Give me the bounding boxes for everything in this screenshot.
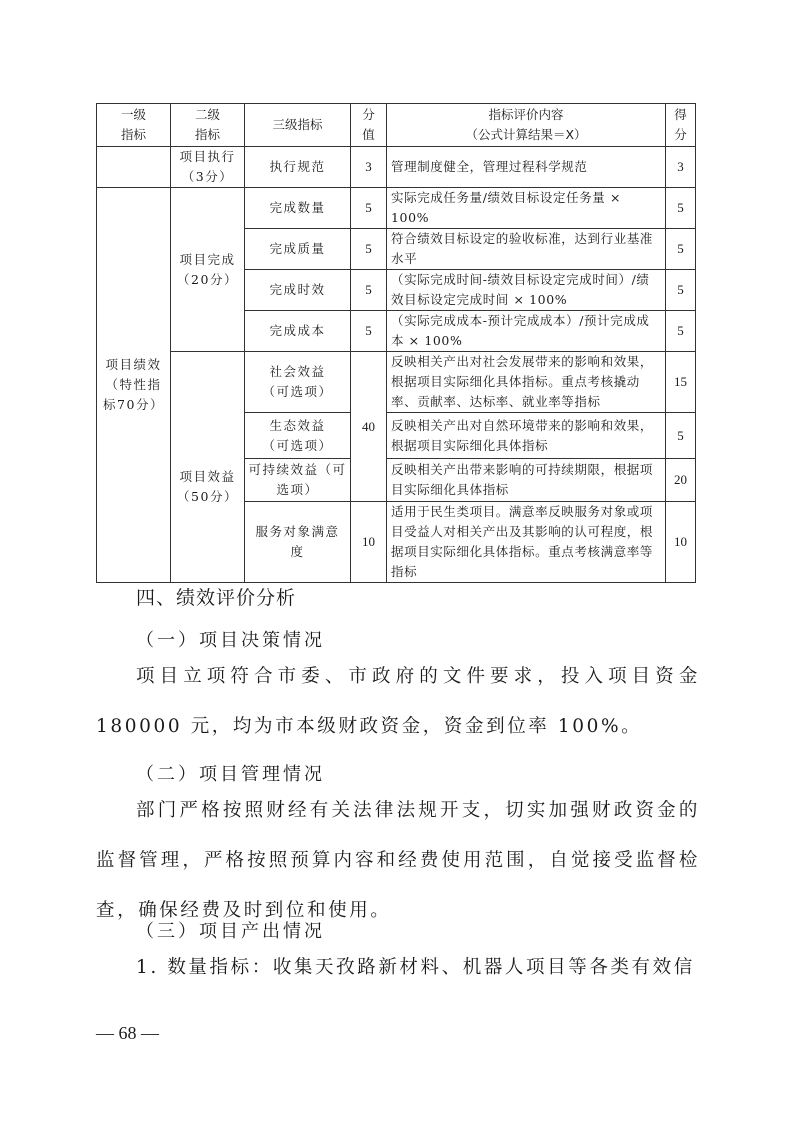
cell-score: 10 [666, 502, 696, 583]
cell-score: 5 [666, 311, 696, 352]
cell-value: 5 [351, 270, 387, 311]
cell-value: 5 [351, 311, 387, 352]
cell-score: 5 [666, 270, 696, 311]
cell-value: 10 [351, 502, 387, 583]
cell-content: 反映相关产出对自然环境带来的影响和效果，根据项目实际细化具体指标 [387, 413, 666, 459]
cell-content: 反映相关产出带来影响的可持续期限，根据项目实际细化具体指标 [387, 459, 666, 502]
paragraph-decision: 项目立项符合市委、市政府的文件要求，投入项目资金 180000 元，均为市本级财政资金，资金到位率 100%。 [96, 666, 700, 737]
header-level1: 一级 指标 [97, 104, 171, 147]
cell-level3: 服务对象满意度 [245, 502, 351, 583]
cell-level2: 项目执行 （3分） [171, 147, 245, 188]
cell-level3: 可持续效益（可选项） [245, 459, 351, 502]
cell-level3: 完成成本 [245, 311, 351, 352]
header-content: 指标评价内容 （公式计算结果＝X） [387, 104, 666, 147]
subsection-heading-decision: （一）项目决策情况 [136, 630, 325, 651]
table-row [97, 147, 696, 188]
cell-score: 20 [666, 459, 696, 502]
performance-indicator-table [96, 103, 696, 583]
header-score-value: 分 值 [351, 104, 387, 147]
cell-score: 15 [666, 352, 696, 413]
cell-level1 [97, 147, 171, 188]
cell-value: 5 [351, 229, 387, 270]
cell-value: 40 [351, 352, 387, 502]
cell-content: 适用于民生类项目。满意率反映服务对象或项目受益人对相关产出及其影响的认可程度，根据项目实际细化具体指标。重点考核满意率等指标 [387, 502, 666, 583]
cell-content: 符合绩效目标设定的验收标准，达到行业基准水平 [387, 229, 666, 270]
cell-score: 5 [666, 413, 696, 459]
cell-value: 5 [351, 188, 387, 229]
cell-content: （实际完成成本-预计完成成本）/预计完成成本 × 100% [387, 311, 666, 352]
subsection-heading-output: （三）项目产出情况 [136, 921, 325, 942]
table-row [97, 188, 696, 229]
section-heading: 四、绩效评价分析 [136, 587, 297, 609]
page-number: — 68 — [96, 1023, 159, 1043]
cell-level2: 项目效益 （50分） [171, 352, 245, 583]
cell-level3: 完成时效 [245, 270, 351, 311]
cell-score: 5 [666, 188, 696, 229]
paragraph-management: 部门严格按照财经有关法律法规开支，切实加强财政资金的监督管理，严格按照预算内容和经费使用范围，自觉接受监督检查，确保经费及时到位和使用。 [96, 800, 700, 921]
cell-content: 管理制度健全，管理过程科学规范 [387, 147, 666, 188]
cell-level3: 完成质量 [245, 229, 351, 270]
cell-level3: 完成数量 [245, 188, 351, 229]
cell-level2: 项目完成 （20分） [171, 188, 245, 352]
header-level2: 二级 指标 [171, 104, 245, 147]
header-score: 得 分 [666, 104, 696, 147]
subsection-heading-management: （二）项目管理情况 [136, 764, 325, 785]
cell-level3: 生态效益 （可选项） [245, 413, 351, 459]
header-level3: 三级指标 [245, 104, 351, 147]
cell-level1: 项目绩效 （特性指 标70分） [97, 188, 171, 583]
table-header-row [97, 104, 696, 147]
cell-content: 反映相关产出对社会发展带来的影响和效果，根据项目实际细化具体指标。重点考核撬动率、贡献率、达标率、就业率等指标 [387, 352, 666, 413]
cell-value: 3 [351, 147, 387, 188]
cell-content: （实际完成时间-绩效目标设定完成时间）/绩效目标设定完成时间 × 100% [387, 270, 666, 311]
cell-level3: 社会效益 （可选项） [245, 352, 351, 413]
paragraph-output: 1. 数量指标：收集天孜路新材料、机器人项目等各类有效信 [136, 957, 695, 978]
cell-level3: 执行规范 [245, 147, 351, 188]
cell-score: 5 [666, 229, 696, 270]
cell-content: 实际完成任务量/绩效目标设定任务量 × 100% [387, 188, 666, 229]
cell-score: 3 [666, 147, 696, 188]
table-row [97, 352, 696, 413]
